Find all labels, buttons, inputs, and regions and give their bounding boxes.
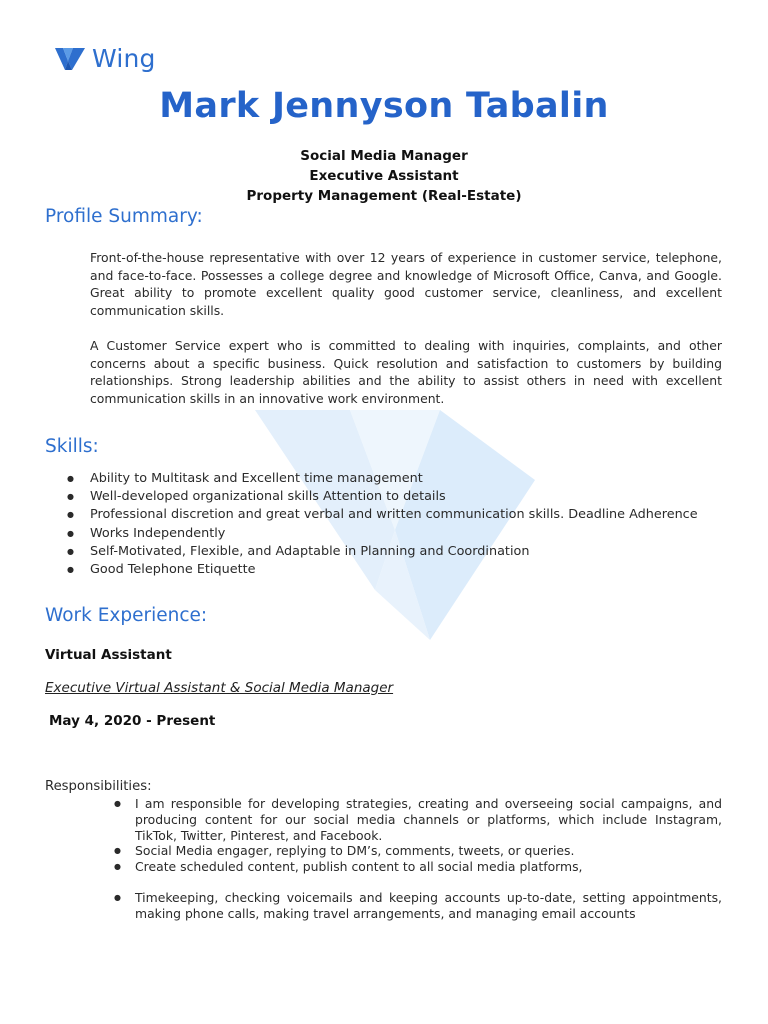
title-line: Social Media Manager [300, 148, 468, 164]
title-line: Executive Assistant [309, 168, 459, 184]
work-experience-heading: Work Experience: [45, 605, 208, 626]
job-title: Virtual Assistant [45, 647, 172, 663]
title-line: Property Management (Real-Estate) [246, 188, 522, 204]
responsibility-item: ● Create scheduled content, publish content to all social media platforms, [45, 859, 722, 875]
responsibility-item: ● Timekeeping, checking voicemails and keeping accounts up-to-date, setting appointments, making phone calls, making travel arrangements, and managing email accounts [45, 890, 722, 922]
job-role: Executive Virtual Assistant & Social Media Manager [45, 680, 394, 696]
candidate-name: Mark Jennyson Tabalin [159, 86, 609, 126]
skill-item: ● Works Independently [45, 525, 698, 543]
skill-item: ● Good Telephone Etiquette [45, 561, 698, 579]
skills-heading: Skills: [45, 436, 99, 457]
profile-paragraph: Front-of-the-house representative with over 12 years of experience in customer service, telephone, and face-to-face. Possesses a college degree and knowledge of Microsoft Office, Canva, and Google. Great ability to promote excellent quality good customer service, cleanliness, and excellent communication skills. [90, 250, 722, 318]
profile-paragraph: A Customer Service expert who is committed to dealing with inquiries, complaints, and other concerns about a specific business. Quick resolution and satisfaction to customers by building relationships. Strong leadership abilities and the ability to assist others in need with excellent communication skills in an innovative work environment. [90, 338, 722, 406]
profile-summary-heading: Profile Summary: [45, 206, 203, 227]
skill-item: ● Professional discretion and great verbal and written communication skills. Deadline Adherence [45, 506, 698, 524]
wing-logo-icon [54, 45, 86, 73]
responsibilities-label: Responsibilities: [45, 779, 152, 794]
job-titles [0, 146, 768, 206]
responsibilities-list [45, 796, 722, 922]
logo [54, 44, 156, 73]
skill-item: ● Self-Motivated, Flexible, and Adaptable in Planning and Coordination [45, 543, 698, 561]
skill-item: ● Well-developed organizational skills Attention to details [45, 488, 698, 506]
logo-text: Wing [92, 44, 156, 73]
responsibility-item: ● I am responsible for developing strategies, creating and overseeing social campaigns, and producing content for our social media channels or platforms, which include Instagram, TikTok, Twitter, Pinterest, and Facebook. [45, 796, 722, 843]
skills-list [45, 470, 698, 579]
responsibility-item: ● Social Media engager, replying to DM’s, comments, tweets, or queries. [45, 843, 722, 859]
job-dates: May 4, 2020 - Present [49, 713, 216, 729]
skill-item: ● Ability to Multitask and Excellent time management [45, 470, 698, 488]
